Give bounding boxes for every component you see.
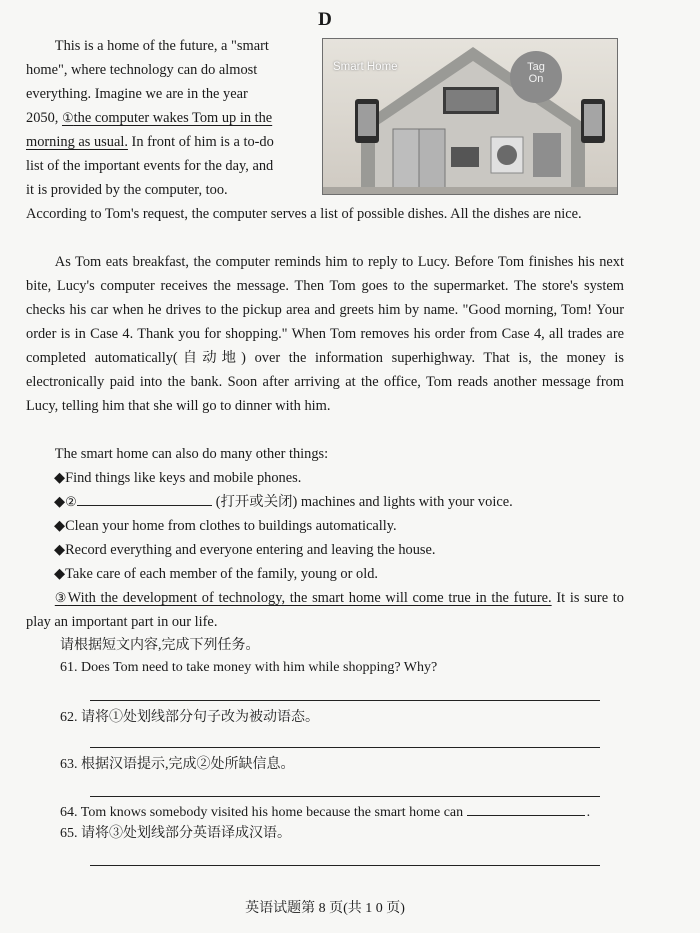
bullet-4-text: Record everything and everyone entering and leaving the house. (65, 542, 436, 558)
smart-home-photo (322, 38, 618, 195)
tag-on-line2: On (528, 73, 544, 85)
question-64-end: . (586, 805, 591, 820)
bullet-list (26, 466, 624, 586)
bullet-icon: ◆ (54, 566, 66, 582)
bullet-5-text: Take care of each member of the family, young or old. (65, 566, 379, 582)
question-63: 63. 根据汉语提示,完成②处所缺信息。 (60, 757, 295, 772)
section-title: D (318, 9, 332, 30)
underline-3-text: With the development of technology, the smart home will come true in the future. (67, 590, 552, 606)
p1-line-5-rest: In front of him is a to-do (127, 134, 274, 150)
underline-1-text-a: the computer wakes Tom up in the (73, 110, 273, 126)
task-instruction: 请根据短文内容,完成下列任务。 (60, 638, 260, 653)
bullet-item (54, 490, 624, 514)
bullet-icon: ◆ (54, 542, 66, 558)
answer-line-65[interactable] (90, 865, 600, 866)
p1-line-7: it is provided by the computer, too. (26, 182, 228, 198)
bullet-item (54, 514, 624, 538)
bullet-2-text: machines and lights with your voice. (297, 494, 513, 510)
paragraph-3: The smart home can also do many other things: (54, 446, 329, 462)
bullet-1-text: Find things like keys and mobile phones. (65, 470, 302, 486)
bullet-item (54, 466, 624, 490)
bullet-item (54, 562, 624, 586)
p1-line-2: home", where technology can do almost (26, 62, 258, 78)
answer-line-62[interactable] (90, 747, 600, 748)
question-64-text: 64. Tom knows somebody visited his home because the smart home can (60, 805, 464, 820)
underline-3 (55, 590, 552, 606)
question-64 (60, 801, 590, 821)
paragraph-4 (26, 586, 624, 634)
p1-line-3: everything. Imagine we are in the year (26, 86, 248, 102)
question-61: 61. Does Tom need to take money with him while shopping? Why? (60, 660, 438, 675)
marker-1: ① (61, 110, 74, 125)
marker-2: ② (65, 494, 77, 509)
answer-line-63[interactable] (90, 796, 600, 797)
p1-line-4-start: 2050, (26, 110, 62, 126)
bullet-3-text: Clean your home from clothes to buildings automatically. (65, 518, 397, 534)
underline-1-part-a (62, 110, 272, 126)
bullet-item (54, 538, 624, 562)
p1-line-4 (26, 106, 310, 130)
p1-line-5 (26, 130, 310, 154)
bullet-icon: ◆ (54, 518, 66, 534)
paragraph-1-column (26, 34, 310, 202)
bullet-2-hint: (打开或关闭) (215, 494, 298, 510)
tag-on-badge (510, 51, 562, 103)
paragraph-1-rest: According to Tom's request, the computer serves a list of possible dishes. All the dishes are nice. (26, 206, 582, 222)
paragraph-4-rest: It is sure to play an important part in our life. (26, 590, 625, 630)
p1-line-1: This is a home of the future, a "smart (54, 38, 269, 54)
bullet-icon: ◆ (54, 470, 66, 486)
question-62: 62. 请将①处划线部分句子改为被动语态。 (60, 710, 319, 725)
answer-line-61[interactable] (90, 700, 600, 701)
p1-line-6: list of the important events for the day, and (26, 158, 274, 174)
tag-on-line1: Tag (527, 61, 545, 73)
blank-2[interactable] (77, 491, 212, 506)
paragraph-2: As Tom eats breakfast, the computer reminds him to reply to Lucy. Before Tom finishes his next bite, Lucy's computer receives the message. Then Tom goes to the supermarket. The store's system checks his car when he drives to the pickup area and greets him by name. "Good morning, Tom! Your order is in Case 4. Thank you for shopping." When Tom removes his order from Case 4, all trades are completed automatically(自动地) over the information superhighway. That is, the money is electronically paid into the bank. Soon after arriving at the office, Tom reads another message from Lucy, telling him that she will go to dinner with him. (26, 254, 624, 414)
bullet-icon: ◆ (54, 494, 66, 510)
page-footer: 英语试题第 8 页(共 1 0 页) (245, 901, 405, 916)
question-65: 65. 请将③处划线部分英语译成汉语。 (60, 826, 291, 841)
marker-3: ③ (54, 590, 68, 605)
smart-home-label: Smart Home (333, 61, 398, 73)
underline-1-part-b: morning as usual. (26, 134, 128, 150)
answer-blank-64[interactable] (467, 801, 585, 816)
